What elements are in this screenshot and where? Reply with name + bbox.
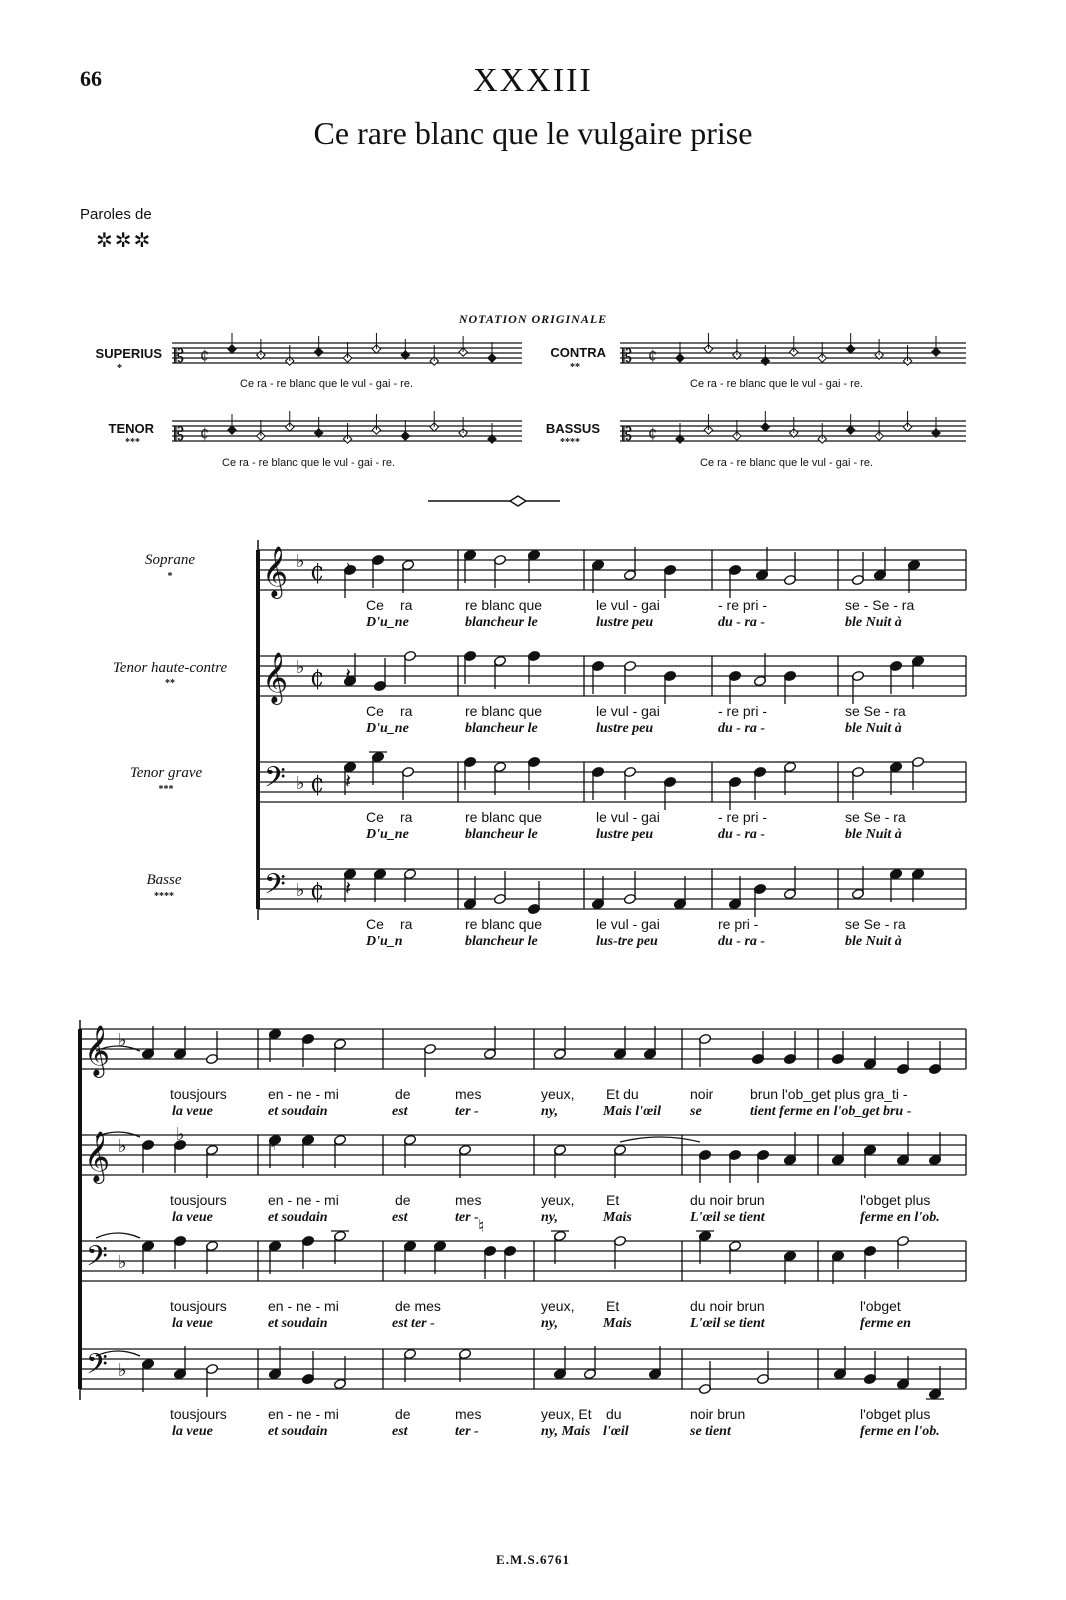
lyric-syllable: yeux, xyxy=(541,1086,575,1102)
lyric-syllable-verse2: ter - xyxy=(455,1210,479,1225)
voice-mark: **** xyxy=(154,891,174,902)
lyric-syllable-verse2: lustre peu xyxy=(596,827,654,842)
lyric-syllable: Et xyxy=(606,1298,620,1314)
lyric-syllable-verse2: est ter - xyxy=(392,1316,435,1331)
time-signature: ₵ xyxy=(310,561,324,586)
lyric-syllable-verse2: Mais l'œil xyxy=(603,1104,661,1119)
lyric-syllable: mes xyxy=(455,1406,482,1422)
lyric-syllable-verse2: ny, xyxy=(541,1316,558,1331)
lyric-syllable-verse2: blancheur le xyxy=(465,615,538,630)
lyric-syllable-verse2: lustre peu xyxy=(596,721,654,736)
lyric-syllable: en - ne - mi xyxy=(268,1192,339,1208)
lyric-syllable: l'obget plus xyxy=(860,1406,931,1422)
paroles-label: Paroles de xyxy=(80,206,152,223)
lyric-syllable: brun l'ob_get plus gra_ti - xyxy=(750,1086,908,1102)
lyric-syllable-verse2: blancheur le xyxy=(465,721,538,736)
lyric-syllable-verse2: et soudain xyxy=(268,1210,328,1225)
treble-clef: 𝄞 xyxy=(262,546,289,597)
lyric-syllable: Ce xyxy=(366,809,384,825)
rest: 𝄽 xyxy=(345,769,352,793)
lyric-syllable: de xyxy=(395,1086,411,1102)
lyric-syllable: Ce xyxy=(366,703,384,719)
lyric-syllable: ra xyxy=(400,703,413,719)
bass-clef: 𝄢 xyxy=(86,1348,108,1388)
lyric-syllable-verse2: la veue xyxy=(172,1424,213,1439)
lyric-syllable: Ce xyxy=(366,916,384,932)
lyric-syllable: tousjours xyxy=(170,1406,227,1422)
key-signature-flat: ♭ xyxy=(296,551,305,572)
orig-voice-name: CONTRA xyxy=(550,345,606,360)
voice-name-soprane: Soprane xyxy=(145,552,195,568)
lyric-syllable: du noir brun xyxy=(690,1192,765,1208)
page-number: 66 xyxy=(80,66,102,91)
original-notation-heading: NOTATION ORIGINALE xyxy=(458,312,608,326)
lyric-syllable-verse2: du - ra - xyxy=(718,827,766,842)
lyric-syllable: se Se - ra xyxy=(845,703,906,719)
lyric-syllable-verse2: et soudain xyxy=(268,1104,328,1119)
accidental-natural: ♮ xyxy=(478,1216,485,1237)
time-signature: ₵ xyxy=(310,773,324,798)
rest: 𝄽 xyxy=(345,557,352,581)
lyric-syllable: du noir brun xyxy=(690,1298,765,1314)
orig-lyrics: Ce ra - re blanc que le vul - gai - re. xyxy=(690,378,864,390)
lyric-syllable: en - ne - mi xyxy=(268,1406,339,1422)
key-signature-flat: ♭ xyxy=(118,1030,127,1051)
orig-voice-mark: ** xyxy=(570,362,580,373)
lyric-syllable-verse2: ny, Mais xyxy=(541,1424,591,1439)
lyric-syllable: se Se - ra xyxy=(845,809,906,825)
bass-clef: 𝄢 xyxy=(264,868,286,908)
lyric-syllable-verse2: du - ra - xyxy=(718,934,766,949)
time-signature: ₵ xyxy=(200,426,209,442)
lyric-syllable: l'obget plus xyxy=(860,1192,931,1208)
voice-name-basse: Basse xyxy=(146,872,182,888)
key-signature-flat: ♭ xyxy=(296,880,305,901)
time-signature: ₵ xyxy=(200,348,209,364)
lyric-syllable: en - ne - mi xyxy=(268,1298,339,1314)
lyric-syllable: ra xyxy=(400,809,413,825)
treble-clef: 𝄞 xyxy=(84,1025,111,1076)
lyric-syllable: noir xyxy=(690,1086,714,1102)
lyric-syllable: - re pri - xyxy=(718,597,767,613)
lyric-syllable-verse2: se tient xyxy=(690,1424,731,1439)
lyric-syllable: le vul - gai xyxy=(596,809,660,825)
lyric-syllable: ra xyxy=(400,916,413,932)
voice-name-tenor-haute-contre: Tenor haute-contre xyxy=(112,660,228,676)
orig-voice-name: SUPERIUS xyxy=(95,346,162,361)
lyric-syllable-verse2: L'œil se tient xyxy=(690,1210,765,1225)
lyric-syllable: tousjours xyxy=(170,1192,227,1208)
lyric-syllable-verse2: ferme en xyxy=(860,1316,911,1331)
lyric-syllable: Ce xyxy=(366,597,384,613)
key-signature-flat: ♭ xyxy=(118,1136,127,1157)
lyric-syllable-verse2: et soudain xyxy=(268,1316,328,1331)
lyric-syllable-verse2: du - ra - xyxy=(718,721,766,736)
lyric-syllable: ra xyxy=(400,597,413,613)
lyric-syllable: Et du xyxy=(606,1086,639,1102)
lyric-syllable: tousjours xyxy=(170,1086,227,1102)
voice-mark: ** xyxy=(165,678,175,689)
lyric-syllable: tousjours xyxy=(170,1298,227,1314)
c-clef: 𝄡 xyxy=(622,346,633,367)
lyric-syllable: de mes xyxy=(395,1298,441,1314)
voice-name-tenor-grave: Tenor grave xyxy=(129,765,203,781)
key-signature-flat: ♭ xyxy=(118,1252,127,1273)
lyric-syllable-verse2: lustre peu xyxy=(596,615,654,630)
treble-clef: 𝄞 xyxy=(84,1131,111,1182)
divider-ornament xyxy=(510,496,526,506)
lyric-syllable-verse2: D'u_n xyxy=(366,934,403,949)
orig-voice-name: TENOR xyxy=(108,421,154,436)
voice-mark: *** xyxy=(158,784,174,795)
lyric-syllable: le vul - gai xyxy=(596,916,660,932)
lyric-syllable-verse2: D'u_ne xyxy=(366,615,409,630)
orig-voice-name: BASSUS xyxy=(545,421,600,436)
voice-mark: * xyxy=(167,571,173,582)
lyric-syllable-verse2: ble Nuit à xyxy=(845,721,902,736)
lyric-syllable-verse2: ferme en l'ob. xyxy=(860,1424,940,1439)
lyric-syllable-verse2: blancheur le xyxy=(465,934,538,949)
rest: 𝄽 xyxy=(345,876,352,900)
lyric-syllable-verse2: l'œil xyxy=(603,1424,629,1439)
c-clef: 𝄡 xyxy=(174,346,185,367)
time-signature: ₵ xyxy=(648,348,657,364)
time-signature: ₵ xyxy=(310,667,324,692)
lyric-syllable: mes xyxy=(455,1086,482,1102)
time-signature: ₵ xyxy=(310,880,324,905)
lyric-syllable-verse2: est xyxy=(392,1424,408,1439)
accidental-natural: ♮ xyxy=(270,1134,277,1155)
lyric-syllable: mes xyxy=(455,1192,482,1208)
lyric-syllable: re blanc que xyxy=(465,703,543,719)
lyric-syllable: de xyxy=(395,1406,411,1422)
lyric-syllable: yeux, Et xyxy=(541,1406,592,1422)
lyric-syllable: re blanc que xyxy=(465,809,543,825)
key-signature-flat: ♭ xyxy=(296,773,305,794)
lyric-syllable: le vul - gai xyxy=(596,597,660,613)
lyric-syllable: yeux, xyxy=(541,1298,575,1314)
lyric-syllable: l'obget xyxy=(860,1298,901,1314)
lyric-syllable-verse2: est xyxy=(392,1210,408,1225)
rest: 𝄽 xyxy=(345,663,352,687)
accidental-flat: ♭ xyxy=(176,1124,185,1145)
orig-lyrics: Ce ra - re blanc que le vul - gai - re. xyxy=(240,378,414,390)
lyric-syllable-verse2: la veue xyxy=(172,1210,213,1225)
orig-lyrics: Ce ra - re blanc que le vul - gai - re. xyxy=(222,457,396,469)
lyric-syllable-verse2: ny, xyxy=(541,1104,558,1119)
bass-clef: 𝄢 xyxy=(264,761,286,801)
lyric-syllable-verse2: ferme en l'ob. xyxy=(860,1210,940,1225)
lyric-syllable-verse2: la veue xyxy=(172,1104,213,1119)
lyric-syllable: - re pri - xyxy=(718,703,767,719)
lyric-syllable-verse2: ble Nuit à xyxy=(845,615,902,630)
tie xyxy=(620,1137,700,1142)
lyric-syllable: re pri - xyxy=(718,916,759,932)
lyric-syllable-verse2: D'u_ne xyxy=(366,827,409,842)
lyric-syllable: re blanc que xyxy=(465,916,543,932)
lyric-syllable: - re pri - xyxy=(718,809,767,825)
lyric-syllable-verse2: ny, xyxy=(541,1210,558,1225)
orig-voice-mark: **** xyxy=(560,437,580,448)
lyric-syllable: Et xyxy=(606,1192,620,1208)
lyric-syllable: noir brun xyxy=(690,1406,746,1422)
lyric-syllable: yeux, xyxy=(541,1192,575,1208)
lyric-syllable-verse2: tient ferme en l'ob_get bru - xyxy=(750,1104,912,1119)
lyric-syllable-verse2: ter - xyxy=(455,1424,479,1439)
orig-lyrics: Ce ra - re blanc que le vul - gai - re. xyxy=(700,457,874,469)
key-signature-flat: ♭ xyxy=(296,657,305,678)
lyric-syllable-verse2: et soudain xyxy=(268,1424,328,1439)
lyric-syllable: re blanc que xyxy=(465,597,543,613)
lyric-syllable-verse2: blancheur le xyxy=(465,827,538,842)
lyric-syllable: du xyxy=(606,1406,622,1422)
publisher-plate: E.M.S.6761 xyxy=(496,1552,570,1567)
c-clef: 𝄡 xyxy=(622,424,633,445)
orig-voice-mark: *** xyxy=(125,437,140,448)
bass-clef: 𝄢 xyxy=(86,1240,108,1280)
lyric-syllable-verse2: Mais xyxy=(603,1210,632,1225)
lyric-syllable-verse2: D'u_ne xyxy=(366,721,409,736)
lyric-syllable-verse2: ble Nuit à xyxy=(845,827,902,842)
orig-voice-mark: * xyxy=(117,363,122,374)
lyric-syllable: de xyxy=(395,1192,411,1208)
lyric-syllable-verse2: ble Nuit à xyxy=(845,934,902,949)
c-clef: 𝄡 xyxy=(174,424,185,445)
lyric-syllable-verse2: lus-tre peu xyxy=(596,934,658,949)
lyric-syllable-verse2: la veue xyxy=(172,1316,213,1331)
paroles-author: ✲✲✲ xyxy=(96,230,153,252)
treble-clef: 𝄞 xyxy=(262,652,289,703)
lyric-syllable-verse2: est xyxy=(392,1104,408,1119)
lyric-syllable-verse2: se xyxy=(690,1104,702,1119)
lyric-syllable-verse2: Mais xyxy=(603,1316,632,1331)
piece-number: XXXIII xyxy=(473,62,593,99)
lyric-syllable-verse2: L'œil se tient xyxy=(690,1316,765,1331)
lyric-syllable: en - ne - mi xyxy=(268,1086,339,1102)
lyric-syllable: le vul - gai xyxy=(596,703,660,719)
tie xyxy=(96,1233,140,1238)
piece-title: Ce rare blanc que le vulgaire prise xyxy=(313,115,753,151)
time-signature: ₵ xyxy=(648,426,657,442)
lyric-syllable-verse2: du - ra - xyxy=(718,615,766,630)
lyric-syllable: se - Se - ra xyxy=(845,597,915,613)
key-signature-flat: ♭ xyxy=(118,1360,127,1381)
lyric-syllable: se Se - ra xyxy=(845,916,906,932)
lyric-syllable-verse2: ter - xyxy=(455,1104,479,1119)
